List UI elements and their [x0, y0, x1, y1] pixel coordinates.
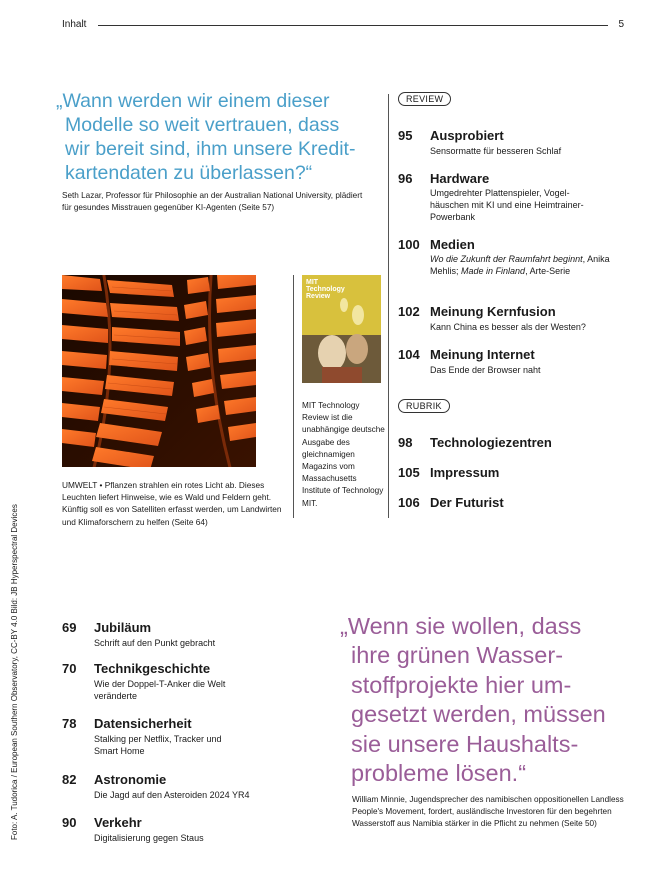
magazine-cover-title: MIT Technology Review [306, 279, 345, 300]
section-label: Inhalt [62, 19, 87, 30]
header-rule [98, 25, 608, 26]
toc-title: Technologiezentren [430, 435, 552, 450]
pull-quote-bottom [340, 612, 640, 788]
page-number: 5 [618, 19, 624, 30]
toc-page-number: 70 [62, 661, 77, 676]
quote-line: kartendaten zu überlassen?“ [65, 162, 313, 184]
pull-quote-top [56, 89, 376, 185]
toc-title: Der Futurist [430, 495, 504, 510]
toc-description: Schrift auf den Punkt gebracht [94, 638, 216, 648]
toc-title: Hardware [430, 171, 490, 186]
rubrik-badge: RUBRIK [398, 399, 450, 413]
toc-title: Meinung Internet [430, 347, 535, 362]
toc-description: Das Ende der Browser naht [430, 365, 541, 375]
quote-attribution-top: Seth Lazar, Professor für Philosophie an der Australian National University, plädiert für gesundes Misstrauen gegenüber KI-Agenten (Seite 57) [62, 191, 363, 212]
toc-description: Umgedrehter Plattenspieler, Vogel- häuschen mit KI und eine Heimtrainer- Powerbank [430, 188, 584, 222]
quote-line: ihre grünen Wasser- [351, 642, 564, 669]
toc-page-number: 102 [398, 304, 420, 319]
quote-line: stoffprojekte hier um- [351, 671, 572, 698]
toc-title: Impressum [430, 465, 500, 480]
toc-page-number: 106 [398, 495, 420, 510]
column-divider-right [388, 94, 389, 518]
quote-line: probleme lösen.“ [351, 760, 527, 787]
toc-title: Verkehr [94, 815, 142, 830]
toc-page-number: 90 [62, 815, 77, 830]
quote-line: „Wann werden wir einem dieser [56, 90, 330, 112]
toc-description: Die Jagd auf den Asteroiden 2024 YR4 [94, 790, 250, 800]
fern-leaf-image [62, 275, 256, 467]
quote-line: wir bereit sind, ihm unsere Kredit- [65, 138, 356, 160]
toc-description [430, 253, 620, 277]
toc-title: Meinung Kernfusion [430, 304, 556, 319]
toc-description: Sensormatte für besseren Schlaf [430, 146, 562, 156]
toc-title: Ausprobiert [430, 128, 504, 143]
toc-page-number: 69 [62, 620, 77, 635]
toc-page-number: 105 [398, 465, 420, 480]
toc-description: Wie der Doppel-T-Anker die Welt veränderte [94, 679, 226, 701]
quote-line: Modelle so weit vertrauen, dass [65, 114, 340, 136]
quote-attribution-bottom: William Minnie, Jugendsprecher des namibischen oppositionellen Landless People's Movement, fordert, ausländische Investoren für den begehrten Wasserstoff aus Namibia stärker in die Pflicht zu nehmen (Seite 50) [352, 795, 624, 829]
review-badge: REVIEW [398, 92, 451, 106]
toc-title: Astronomie [94, 772, 167, 787]
photo-caption: UMWELT • Pflanzen strahlen ein rotes Licht ab. Dieses Leuchten liefert Hinweise, wie es Wald und Feldern geht. Künftig soll es von Satelliten erfasst werden, um Landwirten und Klimaforschern zu helfen (Seite 64) [62, 480, 282, 527]
toc-page-number: 78 [62, 716, 77, 731]
toc-page-number: 95 [398, 128, 413, 143]
toc-page-number: 104 [398, 347, 420, 362]
quote-line: gesetzt werden, müssen [351, 701, 606, 728]
toc-page-number: 82 [62, 772, 77, 787]
column-divider-middle [293, 275, 294, 518]
magazine-caption: MIT Technology Review ist die unabhängige deutsche Ausgabe des gleichnamigen Magazins vom Massachusetts Institute of Technology MIT. [302, 401, 385, 508]
toc-description: Digitalisierung gegen Staus [94, 833, 204, 843]
fern-photo [62, 275, 256, 467]
series-title: Made in Finland [461, 266, 526, 276]
toc-title: Jubiläum [94, 620, 152, 635]
toc-page-number: 96 [398, 171, 413, 186]
toc-description: Kann China es besser als der Westen? [430, 322, 586, 332]
toc-title: Datensicherheit [94, 716, 192, 731]
author-text: , Anika Mehlis; [430, 254, 610, 276]
quote-line: sie unsere Haushalts- [351, 730, 579, 757]
toc-page-number: 98 [398, 435, 413, 450]
book-title: Wo die Zukunft der Raumfahrt beginnt [430, 254, 583, 264]
toc-description: Stalking per Netflix, Tracker und Smart Home [94, 734, 222, 756]
photo-credit: Foto: A. Tudorica / European Southern Observatory, CC-BY 4.0 Bild: JB Hyperspectral Devices [10, 504, 19, 840]
toc-page-number: 100 [398, 237, 420, 252]
magazine-cover [302, 275, 381, 383]
quote-line: „Wenn sie wollen, dass [340, 613, 582, 639]
series-note: , Arte-Serie [525, 266, 571, 276]
toc-title: Medien [430, 237, 475, 252]
toc-title: Technikgeschichte [94, 661, 211, 676]
